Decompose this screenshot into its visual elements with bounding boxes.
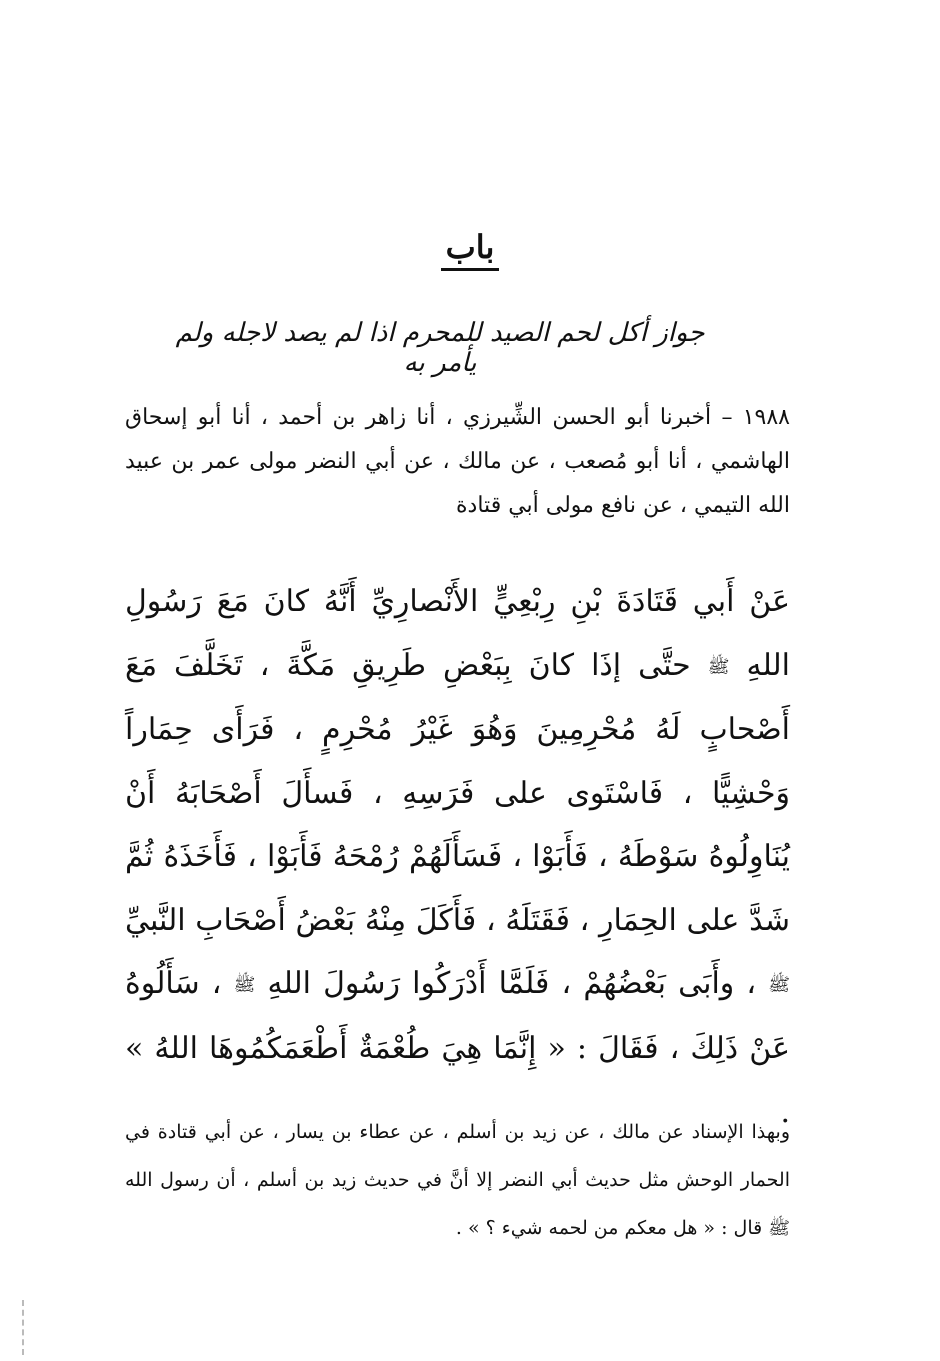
matn-text-1: عَنْ أَبي قَتَادَةَ بْنِ رِبْعِيٍّ الأَنْصارِيِّ أَنَّهُ كانَ مَعَ رَسُولِ اللهِ — [125, 584, 790, 683]
salawat-glyph: ﷺ — [768, 1218, 790, 1239]
matn-text-3: ، وأَبَى بَعْضُهُمْ ، فَلَمَّا أَدْرَكُوا رَسُولَ اللهِ — [267, 966, 757, 1002]
matn-text-4: ، سَأَلُوهُ عَنْ ذَلِكَ ، فَقَالَ : « إِنَّمَا هِيَ طُعْمَةٌ أَطْعَمَكُمُوهَا اللهُ » . — [125, 966, 790, 1130]
hadith-number: ١٩٨٨ — [742, 405, 790, 430]
margin-scan-mark — [22, 1300, 26, 1355]
chapter-title: جواز أكل لحم الصيد للمحرم اذا لم يصد لاجله ولم يأمر به — [175, 318, 705, 378]
hadith-matn-paragraph — [125, 570, 790, 1144]
salawat-glyph: ﷺ — [768, 974, 790, 996]
hadith-isnad-paragraph — [125, 396, 790, 528]
isnad-text: – أخبرنا أبو الحسن الشِّيرزي ، أنا زاهر بن أحمد ، أنا أبو إسحاق الهاشمي ، أنا أبو مُصعب ، عن مالك ، عن أبي النضر مولى عمر بن عبيد الله التيمي ، عن نافع مولى أبي قتادة — [125, 405, 790, 518]
salawat-glyph: ﷺ — [707, 655, 730, 677]
matn-text-2: حتَّى إذَا كانَ بِبَعْضِ طَرِيقِ مَكَّةَ ، تَخَلَّفَ مَعَ أَصْحابٍ لَهُ مُحْرِمِينَ وَهُوَ غَيْرُ مُحْرِمٍ ، فَرَأَى حِمَاراً وَحْشِيًّا ، فَاسْتَوى على فَرَسِهِ ، فَسأَلَ أَصْحَابَهُ أَنْ يُنَاوِلُوهُ سَوْطَهُ ، فَأَبَوْا ، فَسَأَلَهُمْ رُمْحَهُ فَأَبَوْا ، فَأَخَذَهُ ثُمَّ شَدَّ على الحِمَارِ ، فَقَتَلَهُ ، فَأَكَلَ مِنْهُ بَعْضُ أَصْحَابِ النَّبيِّ — [125, 647, 790, 938]
note-text-1: وبهذا الإسناد عن مالك ، عن زيد بن أسلم ، عن عطاء بن يسار ، عن أبي قتادة في الحمار الوحش مثل حديث أبي النضر إلا أنَّ في حديث زيد بن أسلم ، أن رسول الله — [125, 1121, 790, 1191]
salawat-glyph: ﷺ — [233, 974, 256, 996]
additional-narration-paragraph — [125, 1108, 790, 1253]
chapter-heading: باب — [0, 228, 940, 271]
note-text-2: قال : « هل معكم من لحمه شيء ؟ » . — [455, 1217, 763, 1239]
